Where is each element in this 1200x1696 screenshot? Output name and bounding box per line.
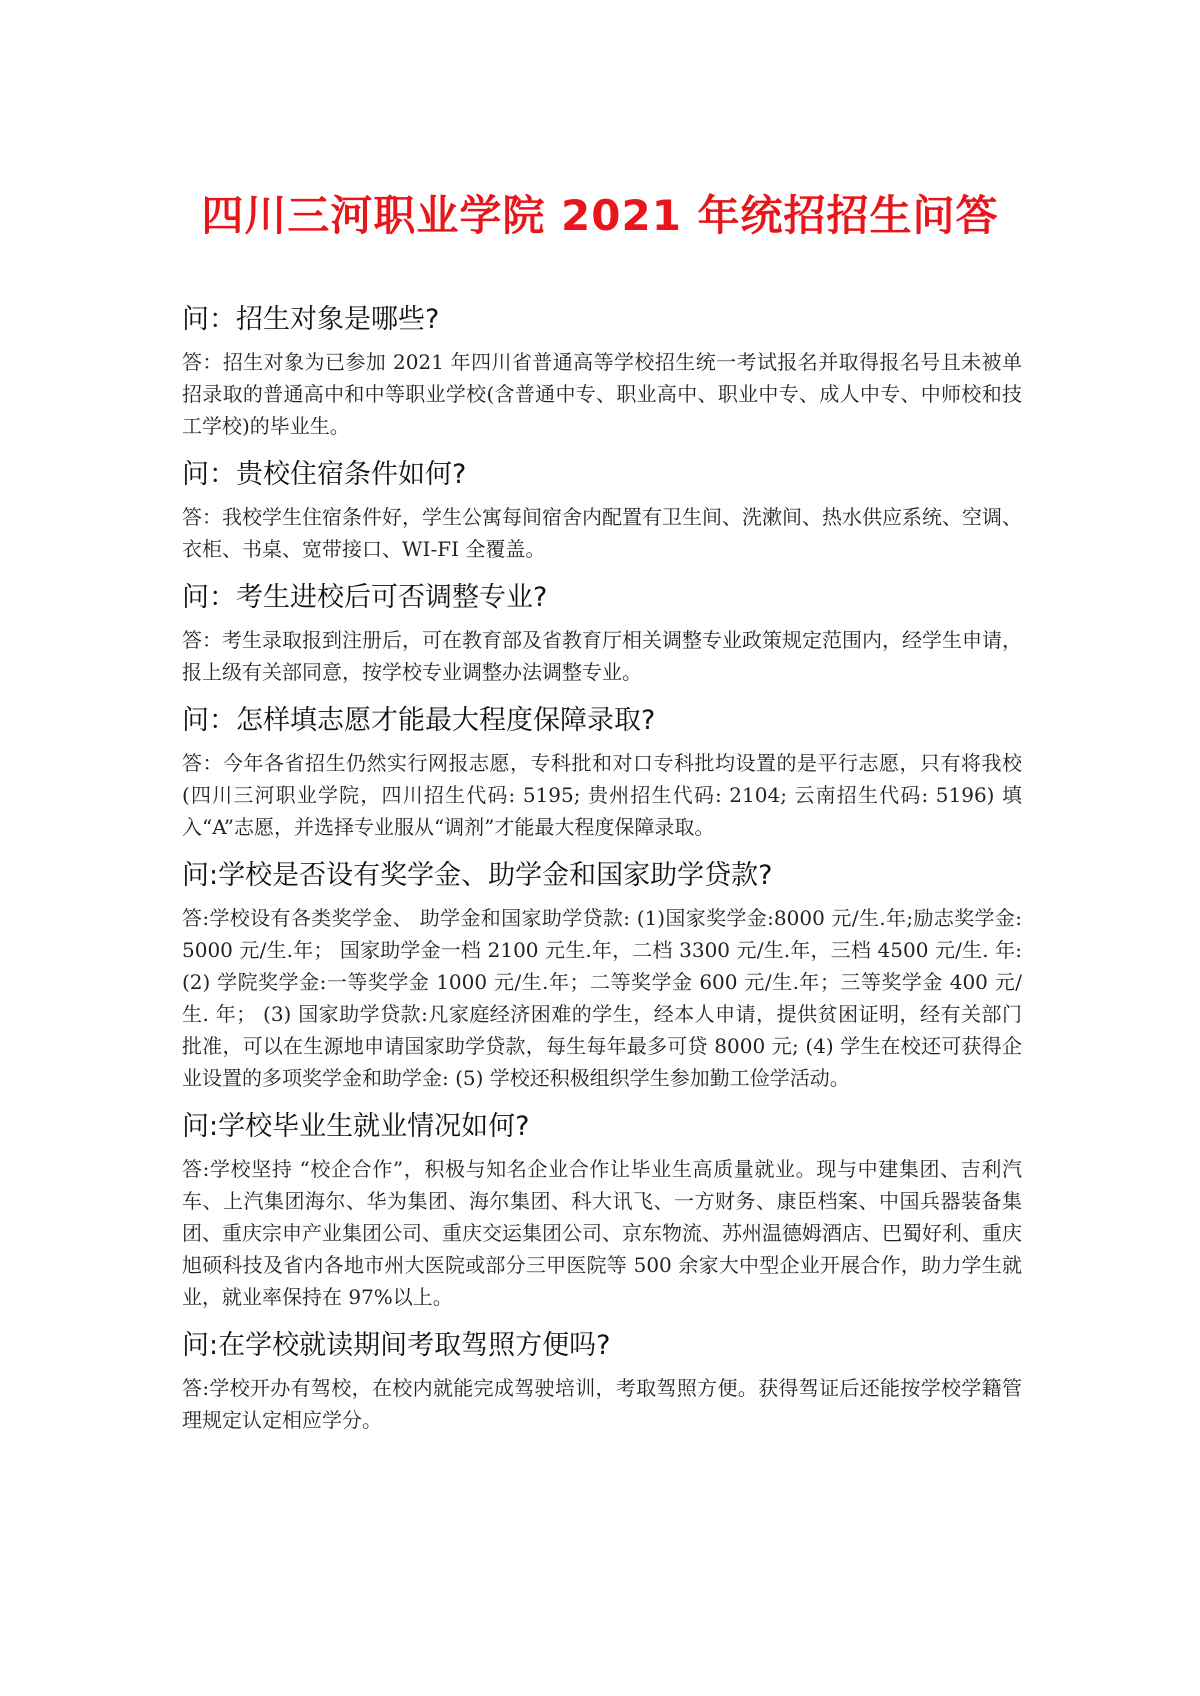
question-heading: 问：贵校住宿条件如何?: [182, 459, 467, 490]
question-heading: 问:学校毕业生就业情况如何?: [182, 1111, 530, 1142]
qa-item: [182, 578, 1022, 688]
answer-text: 答:学校开办有驾校，在校内就能完成驾驶培训，考取驾照方便。获得驾证后还能按学校学籍管理规定认定相应学分。: [182, 1376, 1022, 1432]
qa-item: [182, 1107, 1022, 1313]
answer-text: 答：今年各省招生仍然实行网报志愿，专科批和对口专科批均设置的是平行志愿，只有将我校(四川三河职业学院，四川招生代码: 5195; 贵州招生代码: 2104; 云南招生代码: 5196) 填入“A”志愿，并选择专业服从“调剂”才能最大程度保障录取。: [182, 751, 1022, 839]
qa-item: [182, 455, 1022, 565]
document-title: 四川三河职业学院 2021 年统招招生问答: [201, 191, 999, 240]
qa-item: [182, 300, 1022, 442]
qa-item: [182, 701, 1022, 843]
question-heading: 问：怎样填志愿才能最大程度保障录取?: [182, 705, 656, 736]
question-heading: 问：招生对象是哪些?: [182, 304, 440, 335]
answer-text: 答：招生对象为已参加 2021 年四川省普通高等学校招生统一考试报名并取得报名号且未被单招录取的普通高中和中等职业学校(含普通中专、职业高中、职业中专、成人中专、中师校和技工学校)的毕业生。: [182, 350, 1022, 438]
answer-text: 答:学校坚持 “校企合作”，积极与知名企业合作让毕业生高质量就业。现与中建集团、吉利汽车、上汽集团海尔、华为集团、海尔集团、科大讯飞、一方财务、康臣档案、中国兵器装备集团、重庆宗申产业集团公司、重庆交运集团公司、京东物流、苏州温德姆酒店、巴蜀好利、重庆旭硕科技及省内各地市州大医院或部分三甲医院等 500 余家大中型企业开展合作，助力学生就业，就业率保持在 97%以上。: [182, 1157, 1022, 1309]
answer-text: 答：考生录取报到注册后，可在教育部及省教育厅相关调整专业政策规定范围内，经学生申请，报上级有关部同意，按学校专业调整办法调整专业。: [182, 628, 1022, 684]
question-heading: 问:学校是否设有奖学金、助学金和国家助学贷款?: [182, 860, 773, 891]
question-heading: 问：考生进校后可否调整专业?: [182, 582, 548, 613]
qa-item: [182, 1326, 1022, 1436]
question-heading: 问:在学校就读期间考取驾照方便吗?: [182, 1330, 611, 1361]
qa-item: [182, 856, 1022, 1094]
answer-text: 答：我校学生住宿条件好，学生公寓每间宿舍内配置有卫生间、洗漱间、热水供应系统、空调、衣柜、书桌、宽带接口、WI-FI 全覆盖。: [182, 505, 1022, 561]
answer-text: 答:学校设有各类奖学金、 助学金和国家助学贷款: (1)国家奖学金:8000 元/生.年;励志奖学金: 5000 元/生.年； 国家助学金一档 2100 元生.年，二档 3300 元/生.年，三档 4500 元/生. 年: (2) 学院奖学金:一等奖学金 1000 元/生.年；二等奖学金 600 元/生.年；三等奖学金 400 元/生. 年； (3) 国家助学贷款:凡家庭经济困难的学生，经本人申请，提供贫困证明，经有关部门批准，可以在生源地申请国家助学贷款，每生每年最多可贷 8000 元; (4) 学生在校还可获得企业设置的多项奖学金和助学金: (5) 学校还积极组织学生参加勤工俭学活动。: [182, 906, 1022, 1090]
qa-list: [182, 300, 1022, 1449]
